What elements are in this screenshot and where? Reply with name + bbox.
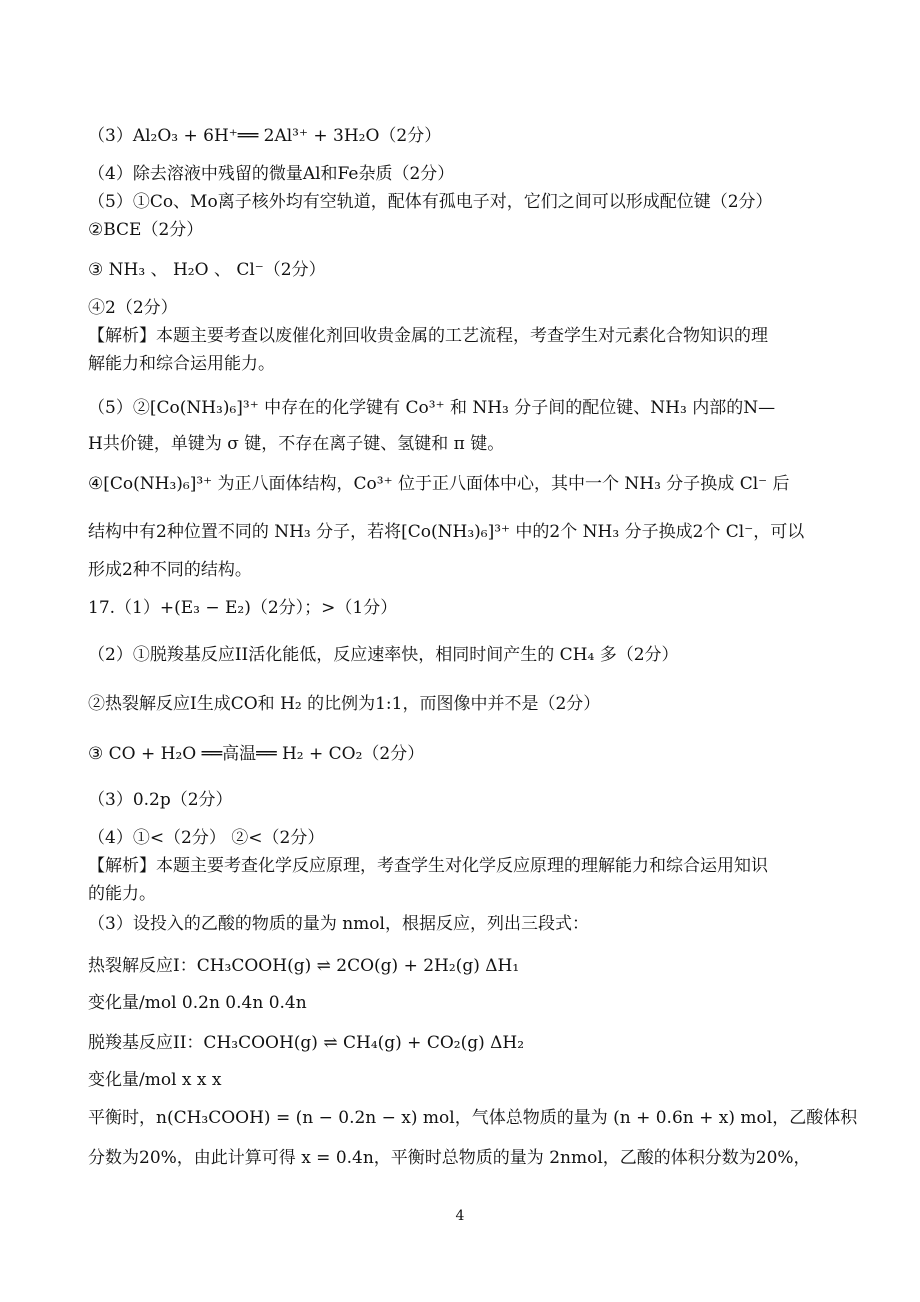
text-line: ③ CO + H₂O ══高温══ H₂ + CO₂（2分） xyxy=(88,744,425,764)
text-line: 解能力和综合运用能力。 xyxy=(88,354,275,374)
page-number: 4 xyxy=(455,1208,465,1224)
text-line: H共价键，单键为 σ 键，不存在离子键、氢键和 π 键。 xyxy=(88,434,505,454)
text-line: 脱羧基反应II：CH₃COOH(g) ⇌ CH₄(g) + CO₂(g) ΔH₂ xyxy=(88,1033,525,1053)
text-line: ②热裂解反应I生成CO和 H₂ 的比例为1:1，而图像中并不是（2分） xyxy=(88,694,601,714)
text-line: （3）设投入的乙酸的物质的量为 nmol，根据反应，列出三段式： xyxy=(88,914,589,934)
text-line: 变化量/mol x x x xyxy=(88,1070,222,1090)
text-line: ②BCE（2分） xyxy=(88,220,204,240)
text-line: （2）①脱羧基反应II活化能低，反应速率快，相同时间产生的 CH₄ 多（2分） xyxy=(88,645,679,665)
text-line: 的能力。 xyxy=(88,884,156,904)
text-line: 形成2种不同的结构。 xyxy=(88,560,252,580)
text-line: （5）①Co、Mo离子核外均有空轨道，配体有孤电子对，它们之间可以形成配位键（2分） xyxy=(88,192,773,212)
text-line: （5）②[Co(NH₃)₆]³⁺ 中存在的化学键有 Co³⁺ 和 NH₃ 分子间的配位键、NH₃ 内部的N— xyxy=(88,398,776,418)
text-line: 平衡时，n(CH₃COOH) = (n − 0.2n − x) mol，气体总物质的量为 (n + 0.6n + x) mol，乙酸体积 xyxy=(88,1108,858,1128)
text-line: ④2（2分） xyxy=(88,298,178,318)
text-line: 分数为20%，由此计算可得 x = 0.4n，平衡时总物质的量为 2nmol，乙酸的体积分数为20%， xyxy=(88,1148,811,1168)
text-line: ④[Co(NH₃)₆]³⁺ 为正八面体结构，Co³⁺ 位于正八面体中心，其中一个 NH₃ 分子换成 Cl⁻ 后 xyxy=(88,474,790,494)
text-line: 结构中有2种位置不同的 NH₃ 分子，若将[Co(NH₃)₆]³⁺ 中的2个 NH₃ 分子换成2个 Cl⁻，可以 xyxy=(88,522,805,542)
text-line: ③ NH₃ 、 H₂O 、 Cl⁻（2分） xyxy=(88,260,326,280)
text-line: （4）除去溶液中残留的微量Al和Fe杂质（2分） xyxy=(88,164,455,184)
text-line: 变化量/mol 0.2n 0.4n 0.4n xyxy=(88,993,307,1013)
text-line: （3）Al₂O₃ + 6H⁺══ 2Al³⁺ + 3H₂O（2分） xyxy=(88,126,442,146)
text-line: （4）①<（2分） ②<（2分） xyxy=(88,828,325,848)
text-line: 17.（1）+(E₃ − E₂)（2分）；>（1分） xyxy=(88,598,398,618)
text-line: （3）0.2p（2分） xyxy=(88,790,233,810)
text-line: 【解析】本题主要考查以废催化剂回收贵金属的工艺流程，考查学生对元素化合物知识的理 xyxy=(88,326,768,346)
text-line: 热裂解反应I：CH₃COOH(g) ⇌ 2CO(g) + 2H₂(g) ΔH₁ xyxy=(88,956,520,976)
text-line: 【解析】本题主要考查化学反应原理，考查学生对化学反应原理的理解能力和综合运用知识 xyxy=(88,856,768,876)
